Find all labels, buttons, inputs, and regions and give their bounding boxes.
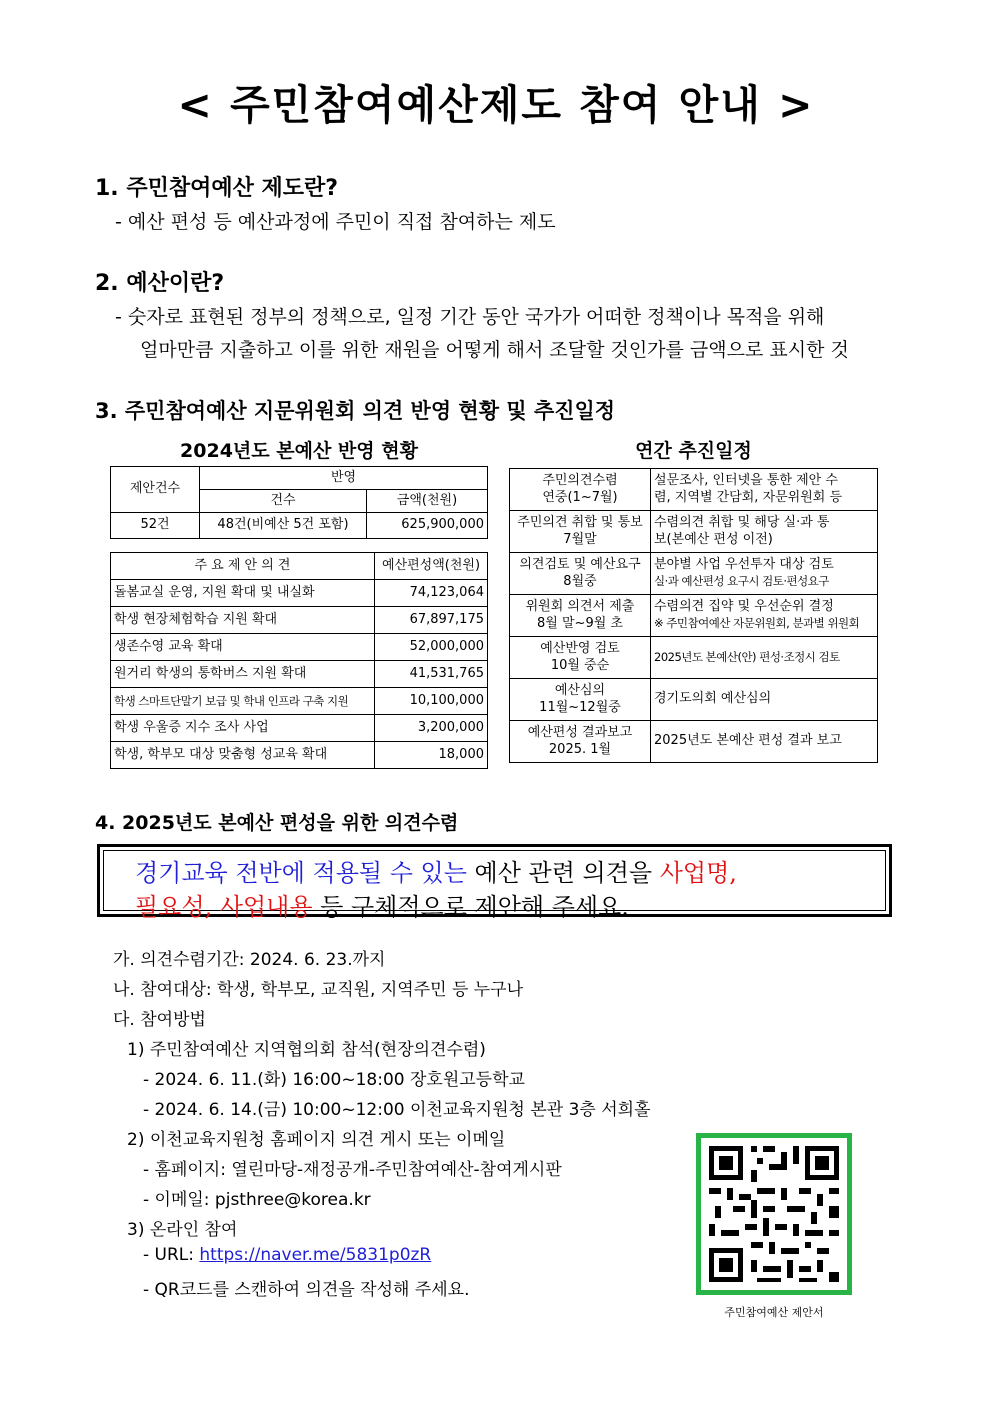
table-row: [111, 607, 488, 634]
schedule-stage: [510, 595, 651, 637]
desc-line: 보(본예산 편성 이전): [654, 531, 773, 547]
method-2: 2) 이천교육지원청 홈페이지 의견 게시 또는 이메일: [127, 1130, 506, 1150]
table-row: [111, 634, 488, 661]
schedule-desc: [651, 553, 878, 595]
opinion-item: 학생, 학부모 대상 맞춤형 성교육 확대: [111, 742, 375, 769]
method-3-url-line: [143, 1245, 431, 1265]
opinion-amount: 3,200,000: [375, 715, 488, 742]
opinion-item: 원거리 학생의 통학버스 지원 확대: [111, 661, 375, 688]
table-row: [111, 715, 488, 742]
opinion-item: 생존수영 교육 확대: [111, 634, 375, 661]
opinion-item: 돌봄교실 운영, 지원 확대 및 내실화: [111, 580, 375, 607]
schedule-stage: [510, 469, 651, 511]
qr-code-icon: [701, 1138, 847, 1290]
schedule-desc: [651, 511, 878, 553]
opinion-item: 학생 현장체험학습 지원 확대: [111, 607, 375, 634]
target-item: 나. 참여대상: 학생, 학부모, 교직원, 지역주민 등 누구나: [113, 980, 524, 1000]
notice-project-name: 사업명,: [659, 859, 737, 887]
stage-name: 주민의견 취합 및 통보: [517, 515, 643, 531]
method-item: 다. 참여방법: [113, 1010, 206, 1030]
header-main-opinion: 주 요 제 안 의 견: [111, 553, 375, 580]
section-4-heading: 4. 2025년도 본예산 편성을 위한 의견수렴: [95, 812, 459, 834]
qr-code[interactable]: [696, 1133, 852, 1295]
cell-reflect-amount: 625,900,000: [367, 513, 488, 539]
opinion-amount: 67,897,175: [375, 607, 488, 634]
stage-period: 7월말: [563, 531, 597, 547]
stage-period: 8월 말~9월 초: [537, 615, 623, 631]
opinion-amount: 41,531,765: [375, 661, 488, 688]
desc-line: 실·과 예산편성 요구시 검토·편성요구: [654, 573, 829, 588]
table-row: [510, 721, 878, 763]
desc-line: 설문조사, 인터넷을 통한 제안 수: [654, 473, 838, 489]
desc-line: 렴, 지역별 간담회, 자문위원회 등: [654, 489, 843, 505]
schedule-desc: 2025년도 본예산(안) 편성·조정시 검토: [651, 637, 878, 679]
period-item: 가. 의견수렴기간: 2024. 6. 23.까지: [113, 950, 386, 970]
schedule-stage: [510, 637, 651, 679]
schedule-desc: 경기도의회 예산심의: [651, 679, 878, 721]
notice-box: [97, 844, 892, 921]
method-1-date-1: - 2024. 6. 11.(화) 16:00~18:00 장호원고등학교: [143, 1070, 525, 1090]
cell-reflect-count: 48건(비예산 5건 포함): [200, 513, 367, 539]
opinion-amount: 18,000: [375, 742, 488, 769]
cell-proposal-count: 52건: [111, 513, 200, 539]
section-2-text-2: 얼마만큼 지출하고 이를 위한 재원을 어떻게 해서 조달할 것인가를 금액으로 표시한 것: [140, 339, 849, 361]
header-count: 건수: [200, 490, 367, 513]
table-row: [111, 688, 488, 715]
summary-table: [110, 466, 488, 539]
stage-period: 연중(1~7월): [542, 489, 618, 505]
method-2-homepage: - 홈페이지: 열린마당-재정공개-주민참여예산-참여게시판: [143, 1160, 562, 1180]
header-budget: 예산편성액(천원): [375, 553, 488, 580]
table-row: [510, 553, 878, 595]
schedule-table: [509, 468, 878, 763]
method-3-qr-text: - QR코드를 스캔하여 의견을 작성해 주세요.: [143, 1280, 470, 1300]
notice-line-2: [135, 887, 629, 922]
desc-line: 분야별 사업 우선투자 대상 검토: [654, 557, 834, 573]
table-row: [111, 742, 488, 769]
stage-name: 예산편성 결과보고: [527, 725, 633, 741]
desc-line: 수렴의견 집약 및 우선순위 결정: [654, 599, 834, 615]
method-1: 1) 주민참여예산 지역협의회 참석(현장의견수렴): [127, 1040, 486, 1060]
stage-name: 예산반영 검토: [540, 641, 620, 657]
desc-line: 수렴의견 취합 및 해당 실·과 통: [654, 515, 830, 531]
table-row: [510, 679, 878, 721]
table-row: [111, 580, 488, 607]
stage-name: 주민의견수렴: [542, 473, 618, 489]
table-row: [510, 637, 878, 679]
notice-need-content: 필요성, 사업내용: [135, 893, 313, 921]
schedule-desc: [651, 595, 878, 637]
notice-line-1: [135, 853, 737, 888]
schedule-stage: [510, 553, 651, 595]
header-proposal-count: 제안건수: [111, 467, 200, 513]
schedule-stage: [510, 511, 651, 553]
desc-line: ※ 주민참여예산 자문위원회, 분과별 위원회: [654, 615, 860, 630]
schedule-stage: [510, 679, 651, 721]
stage-period: 2025. 1월: [548, 741, 612, 757]
method-2-email: - 이메일: pjsthree@korea.kr: [143, 1190, 371, 1210]
header-reflect: 반영: [200, 467, 488, 490]
notice-text: 예산 관련 의견을: [466, 859, 660, 887]
stage-name: 의견검토 및 예산요구: [519, 557, 641, 573]
section-2-text-1: - 숫자로 표현된 정부의 정책으로, 일정 기간 동안 국가가 어떠한 정책이나 목적을 위해: [115, 306, 825, 328]
method-1-date-2: - 2024. 6. 14.(금) 10:00~12:00 이천교육지원청 본관 3층 서희홀: [143, 1100, 651, 1120]
section-1-text: - 예산 편성 등 예산과정에 주민이 직접 참여하는 제도: [115, 211, 556, 233]
page-title: < 주민참여예산제도 참여 안내 >: [177, 81, 815, 129]
qr-caption: 주민참여예산 제안서: [724, 1306, 824, 1319]
reflect-status-title: 2024년도 본예산 반영 현황: [180, 440, 418, 462]
header-amount: 금액(천원): [367, 490, 488, 513]
table-row: [510, 469, 878, 511]
stage-period: 11월~12월중: [539, 699, 621, 715]
section-1-heading: 1. 주민참여예산 제도란?: [95, 176, 339, 201]
table-row: [111, 661, 488, 688]
stage-period: 8월중: [563, 573, 597, 589]
stage-name: 예산심의: [554, 683, 606, 699]
schedule-title: 연간 추진일정: [635, 440, 752, 462]
table-row: [510, 595, 878, 637]
opinion-amount: 52,000,000: [375, 634, 488, 661]
section-3-heading: 3. 주민참여예산 지문위원회 의견 반영 현황 및 추진일정: [95, 399, 616, 423]
survey-link[interactable]: https://naver.me/5831p0zR: [199, 1245, 432, 1265]
table-row: [510, 511, 878, 553]
opinion-amount: 74,123,064: [375, 580, 488, 607]
stage-name: 위원회 의견서 제출: [525, 599, 635, 615]
opinion-amount: 10,100,000: [375, 688, 488, 715]
notice-scope: 경기교육 전반에 적용될 수 있는: [135, 859, 467, 887]
stage-period: 10월 중순: [550, 657, 610, 673]
url-label: - URL:: [143, 1245, 200, 1265]
notice-text: 등 구체적으로 제안해 주세요.: [312, 893, 629, 921]
schedule-stage: [510, 721, 651, 763]
opinion-item: 학생 스마트단말기 보급 및 학내 인프라 구축 지원: [111, 688, 375, 715]
opinions-table: [110, 552, 488, 769]
schedule-desc: [651, 469, 878, 511]
method-3: 3) 온라인 참여: [127, 1220, 238, 1240]
section-2-heading: 2. 예산이란?: [95, 271, 225, 296]
schedule-desc: 2025년도 본예산 편성 결과 보고: [651, 721, 878, 763]
opinion-item: 학생 우울증 지수 조사 사업: [111, 715, 375, 742]
